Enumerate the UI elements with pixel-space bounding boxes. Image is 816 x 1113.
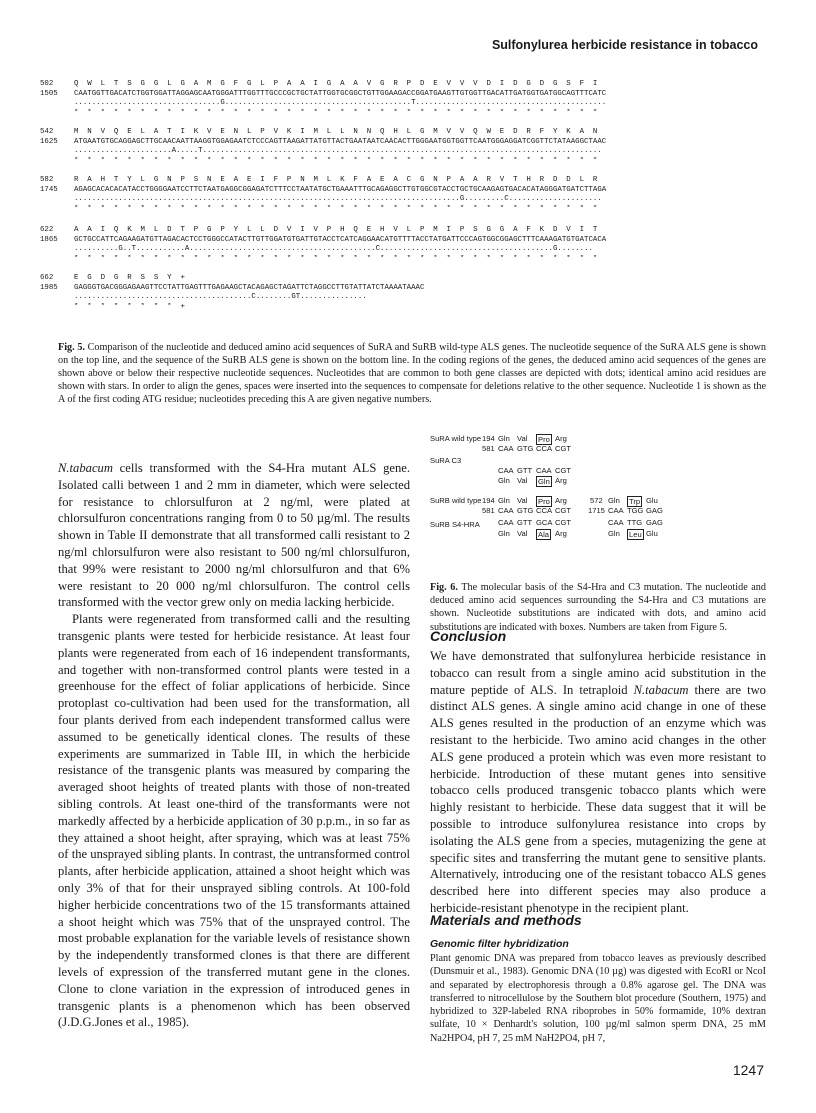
identity-row [40,255,780,265]
sequence-number: 1985 [40,283,58,292]
sequence-text: M N V Q E L A T I K V E N L P V K I M L L N N Q H L G M V V Q W E D R F Y K A N [74,128,598,136]
fig6-codon: GAG [646,506,663,515]
fig6-codon: CGT [555,506,572,515]
fig6-codon: GTG [517,444,534,453]
amino-acid-row [40,128,780,138]
fig6-codon: TGG [627,506,644,515]
fig6-row-label: SuRA C3 [430,456,462,465]
fig6-codon: CAA [536,466,552,475]
sequence-block [40,128,780,166]
difference-row [40,99,780,109]
fig6-number: 194 [482,434,495,443]
sequence-text: E G D G R S S Y + [74,274,185,282]
fig6-amino-acid: Gln [498,529,510,538]
fig6-codon: TTG [627,518,643,527]
amino-acid-row [40,226,780,236]
fig6-codon: CGT [555,444,572,453]
paragraph-text: cells transformed with the S4-Hra mutant ALS gene. Isolated calli between 1 and 2 mm in diameter, which were selected for resistance to chlorsulfuron at 2 ng/ml, were plated at chlorsulfuron concentrations ranging from 0 to 50 µg/ml. The results shown in Table II demonstrate that all transformed calli resistant to 2 ng/ml chlorsulfuron were also resistant to 500 ng/ml chlorsulfuron, that 99% were resistant to 2000 ng/ml chlorsulfuron and that 6% were resistant to 20 000 ng/ml chlorsulfuron. The control cells transformed with the vector grew only on media lacking herbicide. [58,461,410,610]
fig6-amino-acid: Val [517,476,528,485]
fig6-amino-acid: Arg [555,496,567,505]
fig6-codon: GAG [646,518,663,527]
sequence-text: * * * * * * * * * * * * * * * * * * * * * * * * * * * * * * * * * * * * * * * * [74,156,598,165]
fig6-codon: CGT [555,518,572,527]
fig6-amino-acid: Arg [555,476,567,485]
methods-text [430,952,766,1045]
conclusion-species: N.tabacum [633,682,689,697]
sequence-text: Q W L T S G G L G A M G F G L P A A I G A A V G R P D E V V V D I D G D G S F I [74,80,598,88]
identity-row [40,205,780,215]
methods-heading: Materials and methods [430,912,582,928]
fig5-caption-text: Comparison of the nucleotide and deduced amino acid sequences of SuRA and SuRB wild-type ALS genes. The nucleotide sequence of the SuRA ALS gene is shown on the top line, and the sequence of the SuRB ALS gene is shown on the bottom line. In the coding regions of the genes, the deduced amino acid sequences of the genes are shown above or below their respective nucleotide sequences. Nucleotides that are common to both gene classes are depicted with dots; identical amino acid residues are shown with stars. In order to align the genes, spaces were inserted into the sequences to compensate for deletions relative to the other sequence. Nucleotide 1 is shown as the A of the first coding ATG residue; nucleotides preceding this A are given negative numbers. [58,342,767,405]
running-head: Sulfonylurea herbicide resistance in tobacco [491,38,758,52]
fig6-codon: CAA [498,518,514,527]
fig6-amino-acid: Pro [538,497,550,506]
left-column-text [58,460,410,1031]
fig6-row-label: SuRB wild type [430,496,482,505]
nucleotide-row [40,236,780,246]
fig6-codon: CAA [498,444,514,453]
fig6-codon: GTT [517,518,533,527]
sequence-block [40,226,780,264]
difference-row [40,293,780,303]
sequence-text: * * * * * * * * * * * * * * * * * * * * * * * * * * * * * * * * * * * * * * * * [74,254,598,263]
page-number: 1247 [732,1062,764,1078]
sequence-block [40,274,780,312]
figure-5-caption [58,341,766,406]
sequence-text: A A I Q K M L D T P G P Y L L D V I V P H Q E H V L P M I P S G G A F K D V I T [74,226,598,234]
fig5-label: Fig. 5. [58,342,85,353]
amino-acid-row [40,176,780,186]
fig6-amino-acid: Gln [538,477,550,486]
fig6-amino-acid: Val [517,529,528,538]
fig6-codon: GTT [517,466,533,475]
species-name: N.tabacum [58,461,113,475]
fig6-codon: CAA [498,466,514,475]
sequence-text: ........................................C........GT............... [74,293,367,302]
sequence-text: ..........G..T...........A..........................................C.......................................G........ [74,245,593,254]
sequence-text: CAATGGTTGACATCTGGTGGATTAGGAGCAATGGGATTTGGTTTGCCCGCTGCTATTGGTGCGGCTGTTGGAAGACCGGATGAAGTTGTGGTTGACATTGATGGTGATGGCAGTTTCATC [74,89,607,98]
identity-row [40,157,780,167]
sequence-text: .......................................................................................G.........C..................... [74,195,602,204]
sequence-text: * * * * * * * * + [74,302,185,311]
fig6-amino-acid: Glu [646,496,658,505]
fig6-codon: CGT [555,466,572,475]
fig6-codon: GTG [517,506,534,515]
sequence-text: GCTGCCATTCAGAAGATGTTAGACACTCCTGGGCCATACTTGTTGGATGTGATTGTACCTCATCAGGAACATGTTTTACCTATGATTCCCAGTGGCGGAGCTTTCAAAGATGTGATCACA [74,235,607,244]
conclusion-text-b: there are two distinct ALS genes. A single amino acid change in one of these ALS genes resulted in the production of an enzyme which was resistant to the herbicide. Two amino acid changes in the other ALS gene produced a protein which was even more resistant to herbicide. Introduction of these mutant genes into sensitive tobacco cells produced transgenic tobacco plants which were highly resistant to herbicide. These data suggest that it will be possible to introduce sulfonylurea resistance into crops by isolating the ALS gene from a species, mutagenizing the gene at specific sites and transferring the mutant gene to sensitive plants. Alternatively, introducing one of the resistant tobacco ALS genes described here into different species may also produce a herbicide-resistant phenotype in the recipient plant. [430,682,766,915]
fig6-number: 572 [590,496,603,505]
fig6-row-label: SuRB S4-HRA [430,520,480,529]
sequence-number: 622 [40,226,54,234]
amino-acid-row [40,274,780,284]
paragraph-transformed-cells [58,460,410,611]
difference-row [40,147,780,157]
sequence-number: 542 [40,128,54,136]
conclusion-text-a: We have demonstrated that sulfonylurea herbicide resistance in tobacco can result from a single amino acid substitution in the mature peptide of ALS. In tetraploid [430,649,766,697]
sequence-number: 1745 [40,185,58,194]
fig6-amino-acid: Val [517,496,528,505]
sequence-block [40,80,780,118]
fig6-amino-acid: Gln [498,496,510,505]
sequence-text: ATGAATGTGCAGGAGCTTGCAACAATTAAGGTGGAGAATCTCCCAGTTAAGATTATGTTACTGAATAATCAACACTTGGGAATGGTGGTTCAATGGGAGGATCGGTTCTATAAGGCTAAC [74,137,607,146]
sequence-number: 1865 [40,235,58,244]
conclusion-heading: Conclusion [430,628,507,644]
sequence-text: GAGGGTGACGGGAGAAGTTCCTATTGAGTTTGAGAAGCTACAGAGCTAGATTCTAGGCCTTGTATTATCTAAAATAAAC [74,283,425,292]
sequence-text: AGAGCACACACATACCTGGGGAATCCTTCTAATGAGGCGGAGATCTTTCCTAATATGCTGAAATTTGCAGAGGCTTGTGGCGTACCTGCTGCAAGAGTGACACATAGGGATGATCTTAGA [74,185,607,194]
fig6-amino-acid: Arg [555,434,567,443]
difference-row [40,195,780,205]
methods-subheading: Genomic filter hybridization [430,938,569,950]
fig6-amino-acid: Trp [629,497,641,506]
fig6-amino-acid: Gln [608,496,620,505]
sequence-number: 502 [40,80,54,88]
identity-row [40,303,780,313]
nucleotide-row [40,138,780,148]
sequence-number: 582 [40,176,54,184]
amino-acid-row [40,80,780,90]
sequence-text: .................................G..........................................T........................................... [74,99,607,108]
figure-6 [430,434,770,544]
fig6-codon: CCA [536,444,553,453]
fig6-codon: CAA [498,506,514,515]
sequence-text: ......................A.....T.......................................................................................... [74,147,602,156]
fig6-number: 581 [482,506,495,515]
fig6-amino-acid: Ala [538,530,549,539]
fig6-amino-acid: Leu [629,530,642,539]
sequence-text: * * * * * * * * * * * * * * * * * * * * * * * * * * * * * * * * * * * * * * * * [74,108,598,117]
fig6-amino-acid: Glu [646,529,658,538]
fig6-amino-acid: Gln [498,434,510,443]
sequence-text: R A H T Y L G N P S N E A E I F P N M L K F A E A C G N P A A R V T H R D D L R [74,176,598,184]
fig6-number: 1715 [588,506,605,515]
fig6-number: 194 [482,496,495,505]
sequence-text: * * * * * * * * * * * * * * * * * * * * * * * * * * * * * * * * * * * * * * * * [74,204,598,213]
fig6-label: Fig. 6. [430,582,458,593]
nucleotide-row [40,186,780,196]
sequence-number: 1505 [40,89,58,98]
fig6-codon: CAA [608,518,624,527]
fig6-amino-acid: Gln [608,529,620,538]
fig6-codon: GCA [536,518,553,527]
difference-row [40,245,780,255]
fig6-codon: CAA [608,506,624,515]
fig6-caption-text: The molecular basis of the S4-Hra and C3 mutation. The nucleotide and deduced amino acid sequences surrounding the S4-Hra and C3 mutations are shown. Nucleotide substitutions are indicated with dots, and amino acid substitutions are indicated with boxes. Numbers are taken from Figure 5. [430,582,766,633]
fig6-number: 581 [482,444,495,453]
figure-6-caption [430,581,766,634]
nucleotide-row [40,90,780,100]
sequence-block [40,176,780,214]
paragraph-regenerated-plants: Plants were regenerated from transformed calli and the resulting transgenic plants were tested for herbicide resistance. At least four plants were regenerated from each of 16 independent transformants, and together with non-transformed control plants were tested in a greenhouse for the effect of foliar applications of herbicide. Since protoplast co-cultivation had been used for the transformation, all four plants derived from each independent transformed callus were assumed to be genetically identical clones. The results of these experiments are summarized in Table III, in which the herbicide resistance of the transgenic plants was measured by comparing the averaged shoot heights of treated plants with those of non-treated sibling controls. At least one-third of the transformants were not markedly affected by a herbicide application of 30 p.p.m., in so far as they attained a shoot height, after spraying, which was at least 75% of the unsprayed sibling plants. In contrast, the untransformed control plants, after herbicide application, attained a shoot height which was only 3% of that for their unsprayed sibling controls. At 100-fold higher herbicide concentrations two of the 15 transformants attained a shoot height which was 75% that of the unsprayed control. The most probable explanation for the variable levels of resistance shown by the independently transformed clones is that there are different levels of expression of the transferred mutant gene in the clones. Clone to clone variation in the expression of introduced genes in transgenic plants is a phenomenon which has been observed (J.D.G.Jones et al., 1985). [58,612,410,1030]
fig6-amino-acid: Pro [538,435,550,444]
sequence-number: 1625 [40,137,58,146]
fig6-row-label: SuRA wild type [430,434,482,443]
fig6-amino-acid: Arg [555,529,567,538]
fig6-codon: CCA [536,506,553,515]
methods-paragraph: Plant genomic DNA was prepared from tobacco leaves as previously described (Dunsmuir et al., 1983). Genomic DNA (10 µg) was digested with EcoRI or NcoI and separated by electrophoresis through a 0.8% agarose gel. The DNA was transferred to nitrocellulose by the Southern blot procedure (Southern, 1975) and hybridized to 32P-labeled RNA riboprobes in 50% formamide, 10% dextran sulfate, 10 × Denhardt's solution, 100 µg/ml salmon sperm DNA, 25 mM Na2HPO4, pH 7, 25 mM NaH2PO4, pH 7, [430,953,766,1044]
fig6-amino-acid: Gln [498,476,510,485]
fig6-amino-acid: Val [517,434,528,443]
nucleotide-row [40,284,780,294]
conclusion-text [430,648,766,917]
sequence-number: 662 [40,274,54,282]
identity-row [40,109,780,119]
